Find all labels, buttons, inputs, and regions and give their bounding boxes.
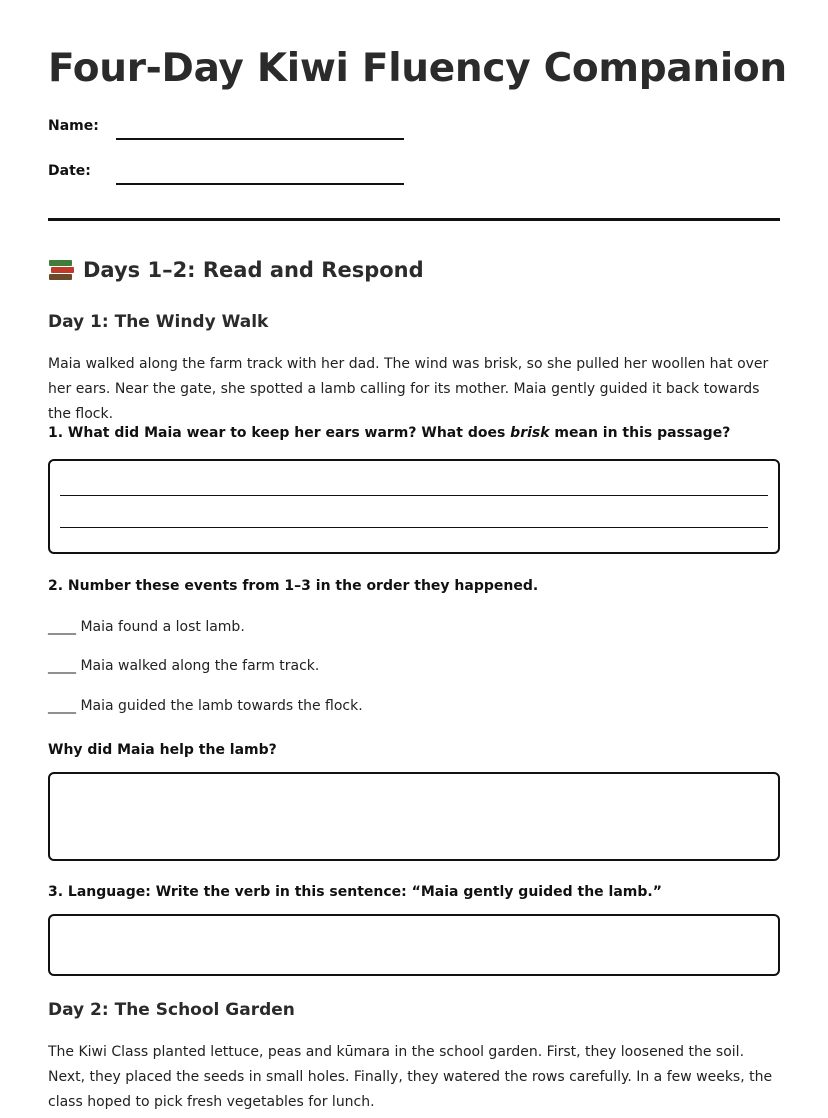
answer-box-1[interactable] (48, 459, 780, 554)
section-heading (48, 258, 424, 282)
order-item (48, 658, 319, 674)
why-question: Why did Maia help the lamb? (48, 742, 277, 758)
day2-title: Day 2: The School Garden (48, 1000, 295, 1020)
section-title: Days 1–2: Read and Respond (83, 258, 424, 282)
question-1-text: 1. What did Maia wear to keep her ears warm? What does (48, 425, 511, 441)
answer-box-why[interactable] (48, 772, 780, 861)
order-item (48, 698, 363, 714)
date-label: Date: (48, 163, 91, 179)
question-1 (48, 425, 730, 441)
day2-passage: The Kiwi Class planted lettuce, peas and kūmara in the school garden. First, they loosened the soil. Next, they placed the seeds in small holes. Finally, they watered the rows carefully. In a few weeks, the class hoped to pick fresh vegetables for lunch. (48, 1044, 773, 1110)
question-1-keyword: brisk (510, 425, 550, 441)
name-label: Name: (48, 118, 99, 134)
order-blank[interactable]: ____ (48, 658, 76, 674)
order-blank[interactable]: ____ (48, 698, 76, 714)
order-item (48, 619, 245, 635)
order-blank[interactable]: ____ (48, 619, 76, 635)
question-1-text-end: mean in this passage? (549, 425, 731, 441)
order-item-text: Maia walked along the farm track. (80, 658, 320, 674)
answer-line (60, 495, 768, 496)
header-divider (48, 218, 780, 221)
answer-box-3[interactable] (48, 914, 780, 976)
question-3: 3. Language: Write the verb in this sentence: “Maia gently guided the lamb.” (48, 884, 662, 900)
page-title: Four-Day Kiwi Fluency Companion (48, 46, 787, 91)
order-item-text: Maia found a lost lamb. (80, 619, 245, 635)
order-item-text: Maia guided the lamb towards the flock. (80, 698, 363, 714)
day1-passage: Maia walked along the farm track with her dad. The wind was brisk, so she pulled her woollen hat over her ears. Near the gate, she spotted a lamb calling for its mother. Maia gently guided it back towards the flock. (48, 356, 769, 422)
name-field[interactable] (116, 138, 404, 140)
books-icon (48, 259, 74, 281)
answer-line (60, 527, 768, 528)
day1-title: Day 1: The Windy Walk (48, 312, 269, 332)
date-field[interactable] (116, 183, 404, 185)
question-2: 2. Number these events from 1–3 in the order they happened. (48, 578, 539, 594)
